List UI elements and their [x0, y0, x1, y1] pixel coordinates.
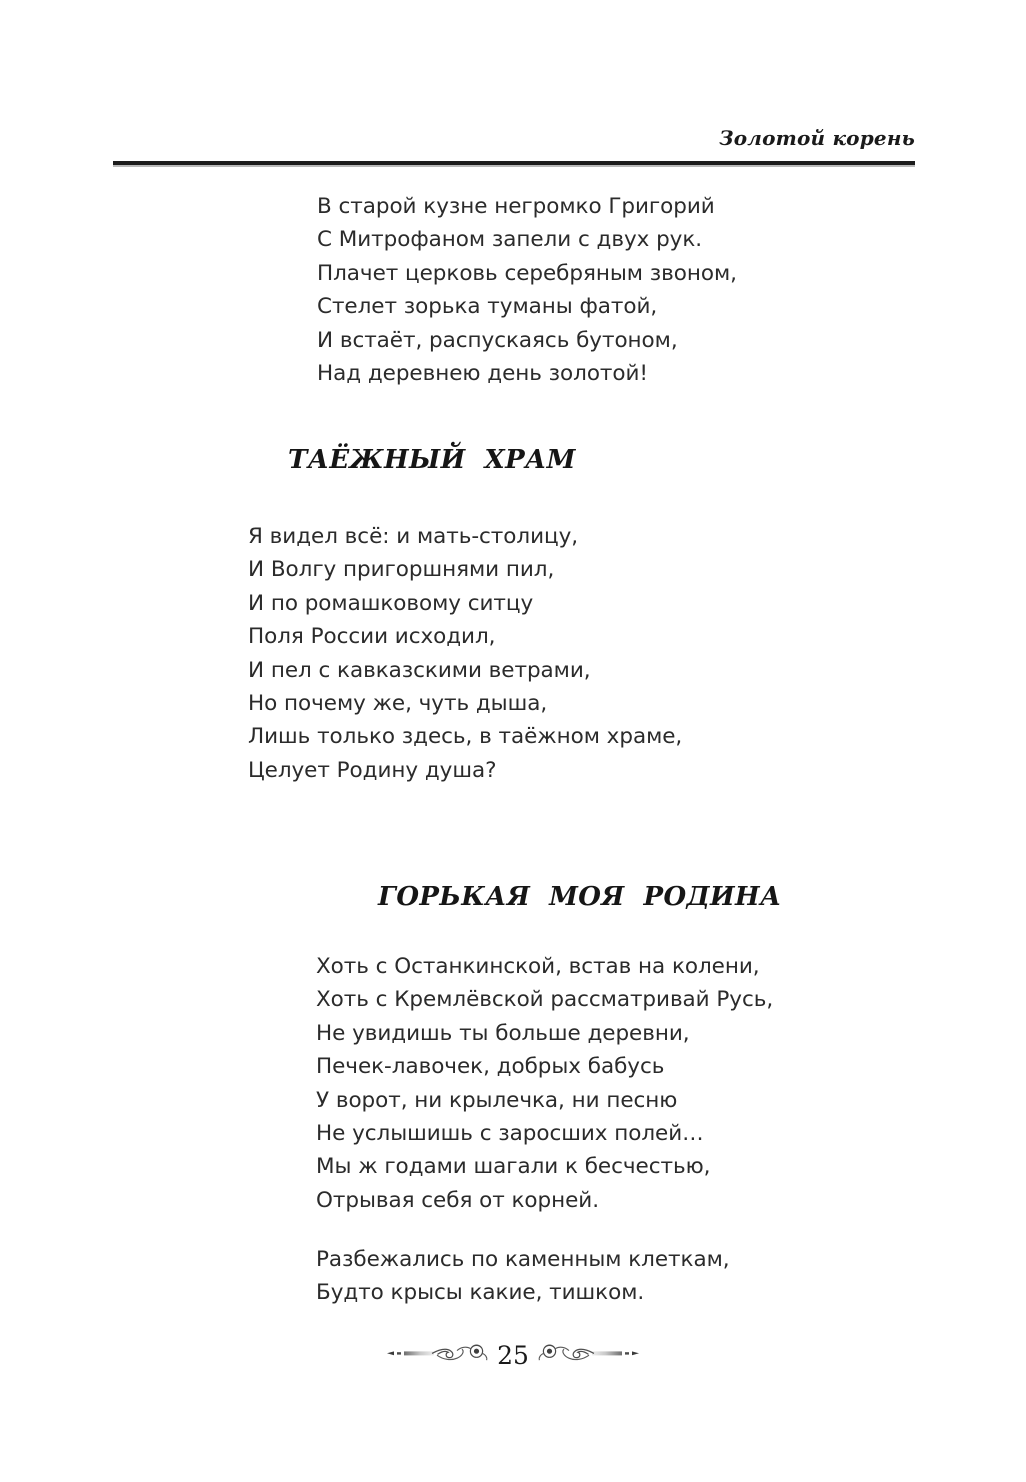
verse-line: Хоть с Останкинской, встав на колени, [316, 954, 760, 979]
verse-line: Хоть с Кремлёвской рассматривай Русь, [316, 987, 774, 1013]
floral-flourish-left-ornament [385, 1339, 490, 1373]
verse-line: Поля России исходил, [248, 624, 496, 650]
verse-line: Разбежались по каменным клеткам, [316, 1247, 730, 1272]
verse-line: И пел с кавказскими ветрами, [248, 657, 591, 683]
running-head-title: Золотой корень [719, 126, 915, 150]
verse-line: Отрывая себя от корней. [316, 1187, 600, 1213]
poem-title-taezhny-hram: ТАЁЖНЫЙ ХРАМ [288, 445, 576, 475]
floral-flourish-right-ornament [536, 1339, 641, 1373]
verse-line: Лишь только здесь, в таёжном храме, [248, 724, 683, 750]
verse-line: И Волгу пригоршнями пил, [248, 557, 555, 583]
verse-line: Но почему же, чуть дыша, [248, 691, 548, 717]
verse-line: Стелет зорька туманы фатой, [317, 294, 658, 320]
page-number: 25 [497, 1340, 529, 1370]
page-footer [0, 1330, 1026, 1382]
verse-line: Я видел всё: и мать-столицу, [248, 524, 579, 549]
verse-line: И по ромашковому ситцу [248, 590, 534, 616]
verse-line: Не услышишь с заросших полей… [316, 1121, 704, 1147]
verse-line: И встаёт, распускаясь бутоном, [317, 327, 678, 353]
poem-title-gorkaya-moya-rodina: ГОРЬКАЯ МОЯ РОДИНА [378, 882, 782, 912]
poem-stanza-opening [317, 190, 737, 390]
header-divider-rule [113, 161, 915, 165]
verse-line: Плачет церковь серебряным звоном, [317, 260, 737, 286]
verse-line: С Митрофаном запели с двух рук. [317, 227, 703, 253]
poem-stanza-gorkaya-first [316, 950, 773, 1217]
verse-line: Целует Родину душа? [248, 757, 497, 783]
verse-line: Над деревнею день золотой! [317, 361, 649, 387]
poem-stanza-taezhny-hram [248, 520, 682, 787]
verse-line: Не увидишь ты больше деревни, [316, 1020, 690, 1046]
verse-line: Будто крысы какие, тишком. [316, 1280, 645, 1306]
verse-line: У ворот, ни крылечка, ни песню [316, 1087, 678, 1113]
poem-stanza-gorkaya-second [316, 1243, 730, 1310]
verse-line: В старой кузне негромко Григорий [317, 194, 715, 219]
verse-line: Печек-лавочек, добрых бабусь [316, 1054, 665, 1080]
verse-line: Мы ж годами шагали к бесчестью, [316, 1154, 711, 1180]
